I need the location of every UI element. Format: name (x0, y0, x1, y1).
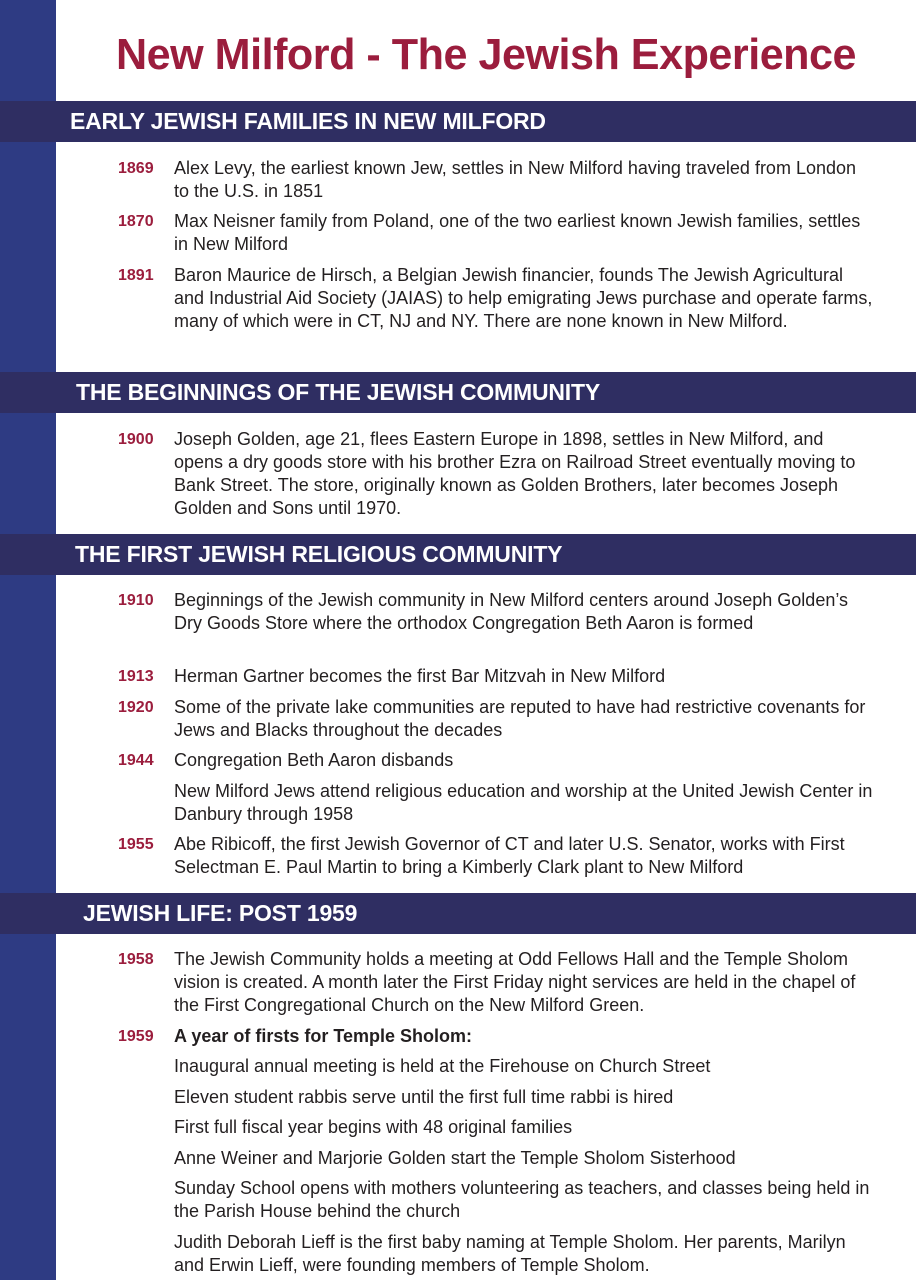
section-header-beginnings (0, 372, 916, 413)
section-header-post-1959 (0, 893, 916, 934)
entry-year: 1900 (118, 431, 154, 448)
entry-year: 1870 (118, 213, 154, 230)
entry-text: Eleven student rabbis serve until the first full time rabbi is hired (174, 1087, 674, 1107)
entry-text: Sunday School opens with mothers volunteering as teachers, and classes being held in the Parish House behind the church (174, 1178, 870, 1221)
section-heading: THE FIRST JEWISH RELIGIOUS COMMUNITY (75, 541, 563, 567)
entry-year: 1869 (118, 160, 154, 177)
entry-text: Anne Weiner and Marjorie Golden start the Temple Sholom Sisterhood (174, 1148, 736, 1168)
entry-text: Abe Ribicoff, the first Jewish Governor of CT and later U.S. Senator, works with First Selectman E. Paul Martin to bring a Kimberly Clark plant to New Milford (174, 834, 845, 877)
entry-year: 1944 (118, 752, 154, 769)
section-header-religious-community (0, 534, 916, 575)
entry-year: 1955 (118, 836, 154, 853)
entry-year: 1958 (118, 951, 154, 968)
entry-text: Alex Levy, the earliest known Jew, settles in New Milford having traveled from London to the U.S. in 1851 (174, 158, 857, 201)
entry-text: Congregation Beth Aaron disbands (174, 750, 454, 770)
entry-text: Some of the private lake communities are reputed to have had restrictive covenants for Jews and Blacks throughout the decades (174, 697, 866, 740)
entry-text: Beginnings of the Jewish community in New Milford centers around Joseph Golden’s Dry Goods Store where the orthodox Congregation Beth Aaron is formed (174, 590, 849, 633)
section-heading: JEWISH LIFE: POST 1959 (83, 900, 358, 926)
entry-text: Herman Gartner becomes the first Bar Mitzvah in New Milford (174, 666, 666, 686)
entry-text: First full fiscal year begins with 48 original families (174, 1117, 573, 1137)
entry-text: Max Neisner family from Poland, one of the two earliest known Jewish families, settles in New Milford (174, 211, 861, 254)
section-heading: THE BEGINNINGS OF THE JEWISH COMMUNITY (76, 379, 600, 405)
entry-year: 1913 (118, 668, 154, 685)
section-header-early-families (0, 101, 916, 142)
entry-year: 1910 (118, 592, 154, 609)
left-color-bar (0, 0, 56, 1280)
page-title: New Milford - The Jewish Experience (115, 30, 857, 79)
entry-text: The Jewish Community holds a meeting at Odd Fellows Hall and the Temple Sholom vision is created. A month later the First Friday night services are held in the chapel of the First Congregational Church on the New Milford Green. (174, 949, 856, 1015)
entry-year: 1959 (118, 1028, 154, 1045)
entry-year: 1891 (118, 267, 154, 284)
entry-text: New Milford Jews attend religious education and worship at the United Jewish Center in Danbury through 1958 (174, 781, 873, 824)
entry-text: Inaugural annual meeting is held at the Firehouse on Church Street (174, 1056, 711, 1076)
entry-text: Baron Maurice de Hirsch, a Belgian Jewish financier, founds The Jewish Agricultural and Industrial Aid Society (JAIAS) to help emigrating Jews purchase and operate farms, many of which were in CT, NJ and NY. There are none known in New Milford. (174, 265, 873, 331)
entry-year: 1920 (118, 699, 154, 716)
entry-text: Joseph Golden, age 21, flees Eastern Europe in 1898, settles in New Milford, and opens a dry goods store with his brother Ezra on Railroad Street eventually moving to Bank Street. The store, originally known as Golden Brothers, later becomes Joseph Golden and Sons until 1970. (174, 429, 856, 518)
section-heading: EARLY JEWISH FAMILIES IN NEW MILFORD (70, 108, 546, 134)
entry-text: A year of firsts for Temple Sholom: (174, 1026, 473, 1046)
entry-text: Judith Deborah Lieff is the first baby naming at Temple Sholom. Her parents, Marilyn and Erwin Lieff, were founding members of Temple Sholom. (174, 1232, 846, 1275)
